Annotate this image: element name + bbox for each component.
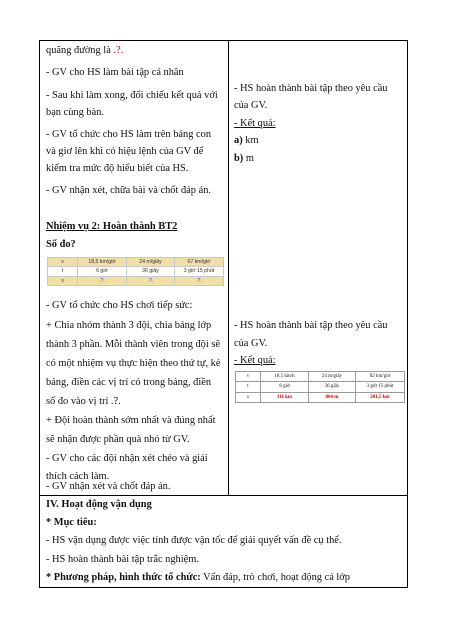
- table-cell: 3 giờ 15 phút: [175, 267, 224, 276]
- table-cell: 6 giờ: [261, 382, 309, 392]
- table-cell: t: [48, 267, 78, 276]
- teacher-step-line: bảng, điền các vị trí có trong bảng, điền: [46, 377, 212, 388]
- student-step-line: - HS hoàn thành bài tập theo yêu cầu: [234, 320, 388, 331]
- table-row: [236, 382, 405, 392]
- exercise-table: [47, 257, 224, 286]
- method-text: Vấn đáp, trò chơi, hoạt động cả lớp: [200, 572, 350, 583]
- teacher-step-line: có một nhiệm vụ thực hiện theo thứ tự, kẻ: [46, 358, 221, 369]
- table-cell: .?.: [78, 276, 127, 285]
- student-step-line: - HS hoàn thành bài tập theo yêu cầu: [234, 83, 388, 94]
- table-cell: 111 km: [261, 392, 309, 402]
- student-step-line: của GV.: [234, 338, 268, 349]
- result-label: - Kết quả:: [234, 355, 276, 366]
- table-cell: v: [236, 372, 261, 382]
- teacher-step-line: - Sau khi làm xong, đổi chiếu kết quả với: [46, 90, 218, 101]
- section-iv-heading: IV. Hoạt động vận dụng: [46, 499, 152, 510]
- table-cell: 62 km/giờ: [356, 372, 405, 382]
- teacher-step-line: thích cách làm.: [46, 471, 110, 482]
- table-cell: s: [48, 276, 78, 285]
- answer-label: a): [234, 135, 243, 146]
- table-cell: 3 giờ 15 phút: [356, 382, 405, 392]
- result-label: - Kết quả:: [234, 118, 276, 129]
- teacher-step-line: - GV tổ chức cho HS làm trên bảng con: [46, 129, 212, 140]
- task-subheading: Số đo?: [46, 239, 76, 250]
- student-step-line: của GV.: [234, 100, 268, 111]
- table-row: [48, 276, 224, 285]
- teacher-step-line: sẽ nhận được phần quà nhỏ từ GV.: [46, 434, 190, 445]
- table-cell: 24 m/giây: [127, 258, 175, 267]
- teacher-step-line: - GV tổ chức cho HS chơi tiếp sức:: [46, 300, 193, 311]
- answer-table: [235, 371, 405, 403]
- table-cell: 36 giây: [309, 382, 356, 392]
- table-row: [236, 392, 405, 402]
- table-cell: 864 m: [309, 392, 356, 402]
- table-cell: 24 m/giây: [309, 372, 356, 382]
- teacher-step-line: số đo vào vị trí .?.: [46, 396, 121, 407]
- teacher-step-line: - GV cho HS làm bài tập cá nhân: [46, 67, 184, 78]
- table-cell: s: [236, 392, 261, 402]
- table-cell: 36 giây: [127, 267, 175, 276]
- task-heading: Nhiệm vụ 2: Hoàn thành BT2: [46, 221, 178, 232]
- teacher-step-line: thành 3 phần. Mỗi thành viên trong đội sẽ: [46, 339, 221, 350]
- teacher-step-line: và giơ lên khi có hiệu lệnh của GV để: [46, 146, 204, 157]
- goal-label: * Mục tiêu:: [46, 517, 97, 528]
- answer-value: km: [242, 135, 259, 146]
- table-cell: 18,5 km/giờ: [78, 258, 127, 267]
- intro-text: quãng đường là: [46, 45, 114, 56]
- intro-line: [46, 44, 123, 57]
- teacher-step-line: - GV nhận xét và chốt đáp án.: [46, 481, 171, 492]
- goal-line: - HS vận dụng được việc tính được vận tốc để giải quyết vấn đề cụ thể.: [46, 535, 342, 546]
- table-row: [48, 258, 224, 267]
- table-cell: 201,5 km: [356, 392, 405, 402]
- teacher-step-line: + Chia nhóm thành 3 đội, chia bảng lớp: [46, 320, 212, 331]
- table-row: [48, 267, 224, 276]
- answer-label: b): [234, 153, 244, 164]
- teacher-step-line: - GV cho các đội nhận xét chéo và giải: [46, 453, 208, 464]
- table-cell: .?.: [127, 276, 175, 285]
- table-cell: t: [236, 382, 261, 392]
- teacher-step-line: bạn cùng bàn.: [46, 107, 104, 118]
- column-divider: [228, 40, 229, 496]
- table-cell: 67 km/giờ: [175, 258, 224, 267]
- intro-blank: .?.: [113, 45, 124, 56]
- answer-b: [234, 152, 254, 165]
- goal-line: - HS hoàn thành bài tập trắc nghiệm.: [46, 554, 199, 565]
- table-cell: 18,5 km/h: [261, 372, 309, 382]
- method-line: [46, 571, 350, 584]
- table-cell: .?.: [175, 276, 224, 285]
- teacher-step-line: kiểm tra mức độ hiểu biết của HS.: [46, 163, 189, 174]
- answer-value: m: [243, 153, 254, 164]
- method-label: * Phương pháp, hình thức tổ chức:: [46, 572, 201, 583]
- answer-a: [234, 134, 259, 147]
- table-cell: v: [48, 258, 78, 267]
- table-cell: 6 giờ: [78, 267, 127, 276]
- table-row: [236, 372, 405, 382]
- teacher-step-line: + Đội hoàn thành sớm nhất và đúng nhất: [46, 415, 216, 426]
- section-divider: [39, 495, 408, 496]
- teacher-step-line: - GV nhận xét, chữa bài và chốt đáp án.: [46, 185, 211, 196]
